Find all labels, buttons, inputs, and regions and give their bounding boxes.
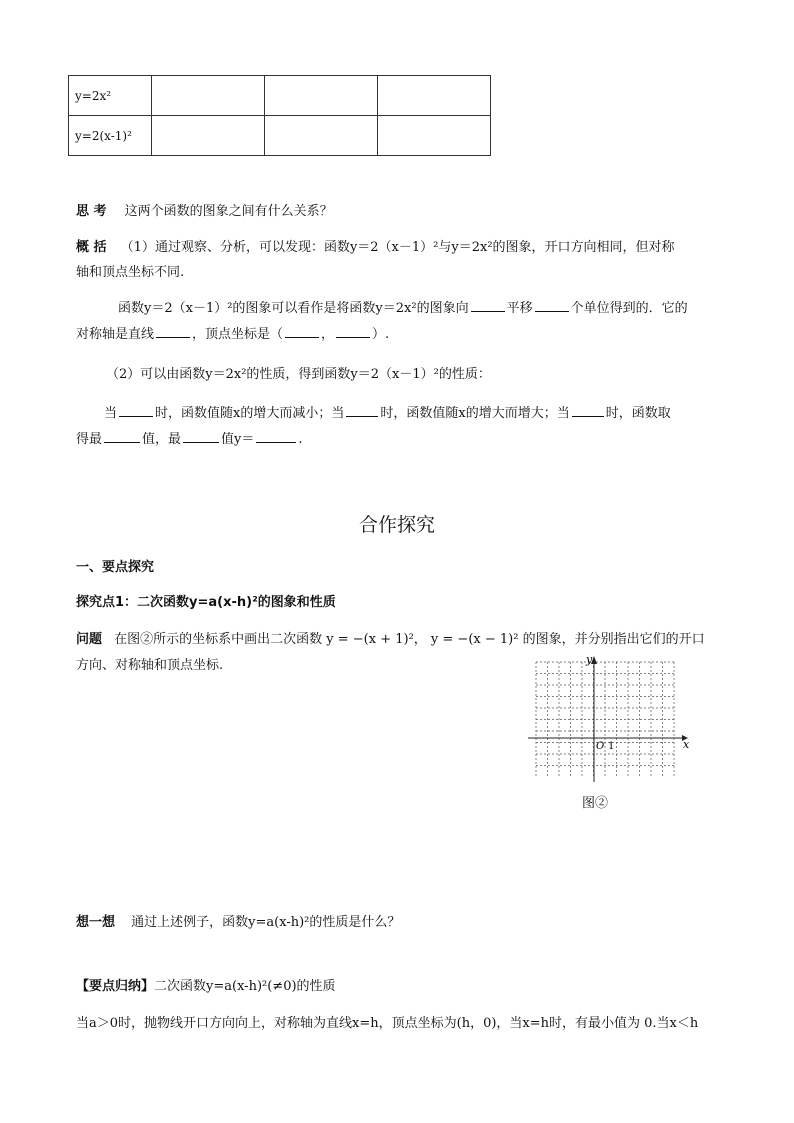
table-cell	[151, 116, 264, 156]
answer-blank[interactable]	[285, 325, 319, 338]
summary-text: 时，函数值随x的增大而增大；当	[380, 406, 570, 421]
summary-line-1	[76, 236, 675, 255]
origin-label: O	[596, 741, 605, 752]
key-points-heading: 一、要点探究	[76, 560, 155, 575]
answer-blank[interactable]	[104, 430, 140, 443]
summary-p4-line2	[76, 428, 303, 447]
answer-blank[interactable]	[256, 430, 296, 443]
coordinate-grid	[528, 652, 698, 812]
table-cell	[151, 76, 264, 116]
answer-blank[interactable]	[183, 430, 219, 443]
summary-p1-line1: （1）通过观察、分析，可以发现：函数y＝2（x－1）²与y＝2x²的图象，开口方向相同，但对称	[120, 240, 675, 255]
think-line	[76, 200, 333, 219]
summary-p2-line1	[118, 297, 688, 316]
summary-text: 个单位得到的．它的	[570, 301, 688, 316]
key-summary-line	[76, 975, 336, 994]
summary-text: 当	[104, 406, 118, 421]
table-cell-label: y=2x²	[69, 76, 152, 116]
summary-text: 时，函数取	[605, 406, 671, 421]
question-line-1	[76, 628, 705, 647]
table-row	[69, 76, 491, 116]
table-cell	[377, 76, 490, 116]
summary-p2-line2	[76, 323, 389, 342]
summary-p4-line1	[104, 402, 671, 421]
answer-blank[interactable]	[336, 325, 370, 338]
summary-p3: （2）可以由函数y＝2x²的性质，得到函数y＝2（x－1）²的性质：	[106, 367, 491, 382]
summary-text: 时，函数值随x的增大而减小；当	[155, 406, 345, 421]
summary-text: ）.	[372, 327, 390, 342]
unit-label: 1	[608, 741, 615, 752]
question-line-2: 方向、对称轴和顶点坐标.	[76, 658, 224, 673]
summary-text: 对称轴是直线	[76, 327, 155, 342]
key-summary-text: 二次函数y=a(x-h)²(≠0)的性质	[154, 979, 336, 994]
think-more-text: 通过上述例子，函数y=a(x-h)²的性质是什么？	[131, 915, 401, 930]
summary-p1-line2: 轴和顶点坐标不同.	[76, 265, 185, 280]
answer-blank[interactable]	[471, 299, 505, 312]
summary-text: 值y＝	[221, 432, 255, 447]
key-summary-line-2: 当a＞0时，抛物线开口方向向上，对称轴为直线x=h，顶点坐标为(h，0)，当x=h时，有最小值为 0.当x＜h	[76, 1016, 699, 1031]
summary-text: 平移	[506, 301, 533, 316]
table-cell	[264, 76, 377, 116]
question-label: 问题	[76, 632, 103, 647]
think-more-label: 想一想	[76, 915, 116, 930]
think-text: 这两个函数的图象之间有什么关系？	[124, 204, 333, 219]
think-more-line	[76, 911, 400, 930]
summary-text: 值，最	[142, 432, 182, 447]
answer-blank[interactable]	[119, 404, 153, 417]
topic-heading: 探究点1：二次函数y=a(x-h)²的图象和性质	[76, 595, 336, 610]
summary-label: 概 括	[76, 240, 107, 255]
summary-text: 函数y＝2（x－1）²的图象可以看作是将函数y＝2x²的图象向	[118, 301, 469, 316]
question-text: 在图②所示的坐标系中画出二次函数 y = −(x + 1)²， y = −(x − 1)² 的图象，并分别指出它们的开口	[114, 632, 705, 647]
coordinate-grid-figure	[528, 652, 698, 812]
answer-blank[interactable]	[156, 325, 190, 338]
summary-text: .	[298, 432, 303, 447]
answer-blank[interactable]	[346, 404, 378, 417]
table-row	[69, 116, 491, 156]
table-cell	[264, 116, 377, 156]
x-axis-label: x	[683, 738, 690, 751]
summary-text: 得最	[76, 432, 103, 447]
summary-text: ，	[321, 327, 335, 342]
table-cell-label: y=2(x-1)²	[69, 116, 152, 156]
figure-caption: 图②	[582, 796, 609, 811]
answer-blank[interactable]	[572, 404, 604, 417]
key-summary-label: 【要点归纳】	[76, 979, 155, 994]
table-cell	[377, 116, 490, 156]
answer-blank[interactable]	[535, 299, 569, 312]
y-axis-label: y	[586, 653, 593, 666]
section-title: 合作探究	[358, 514, 435, 536]
function-table	[68, 75, 491, 156]
summary-text: ，顶点坐标是（	[192, 327, 284, 342]
think-label: 思 考	[76, 204, 107, 219]
